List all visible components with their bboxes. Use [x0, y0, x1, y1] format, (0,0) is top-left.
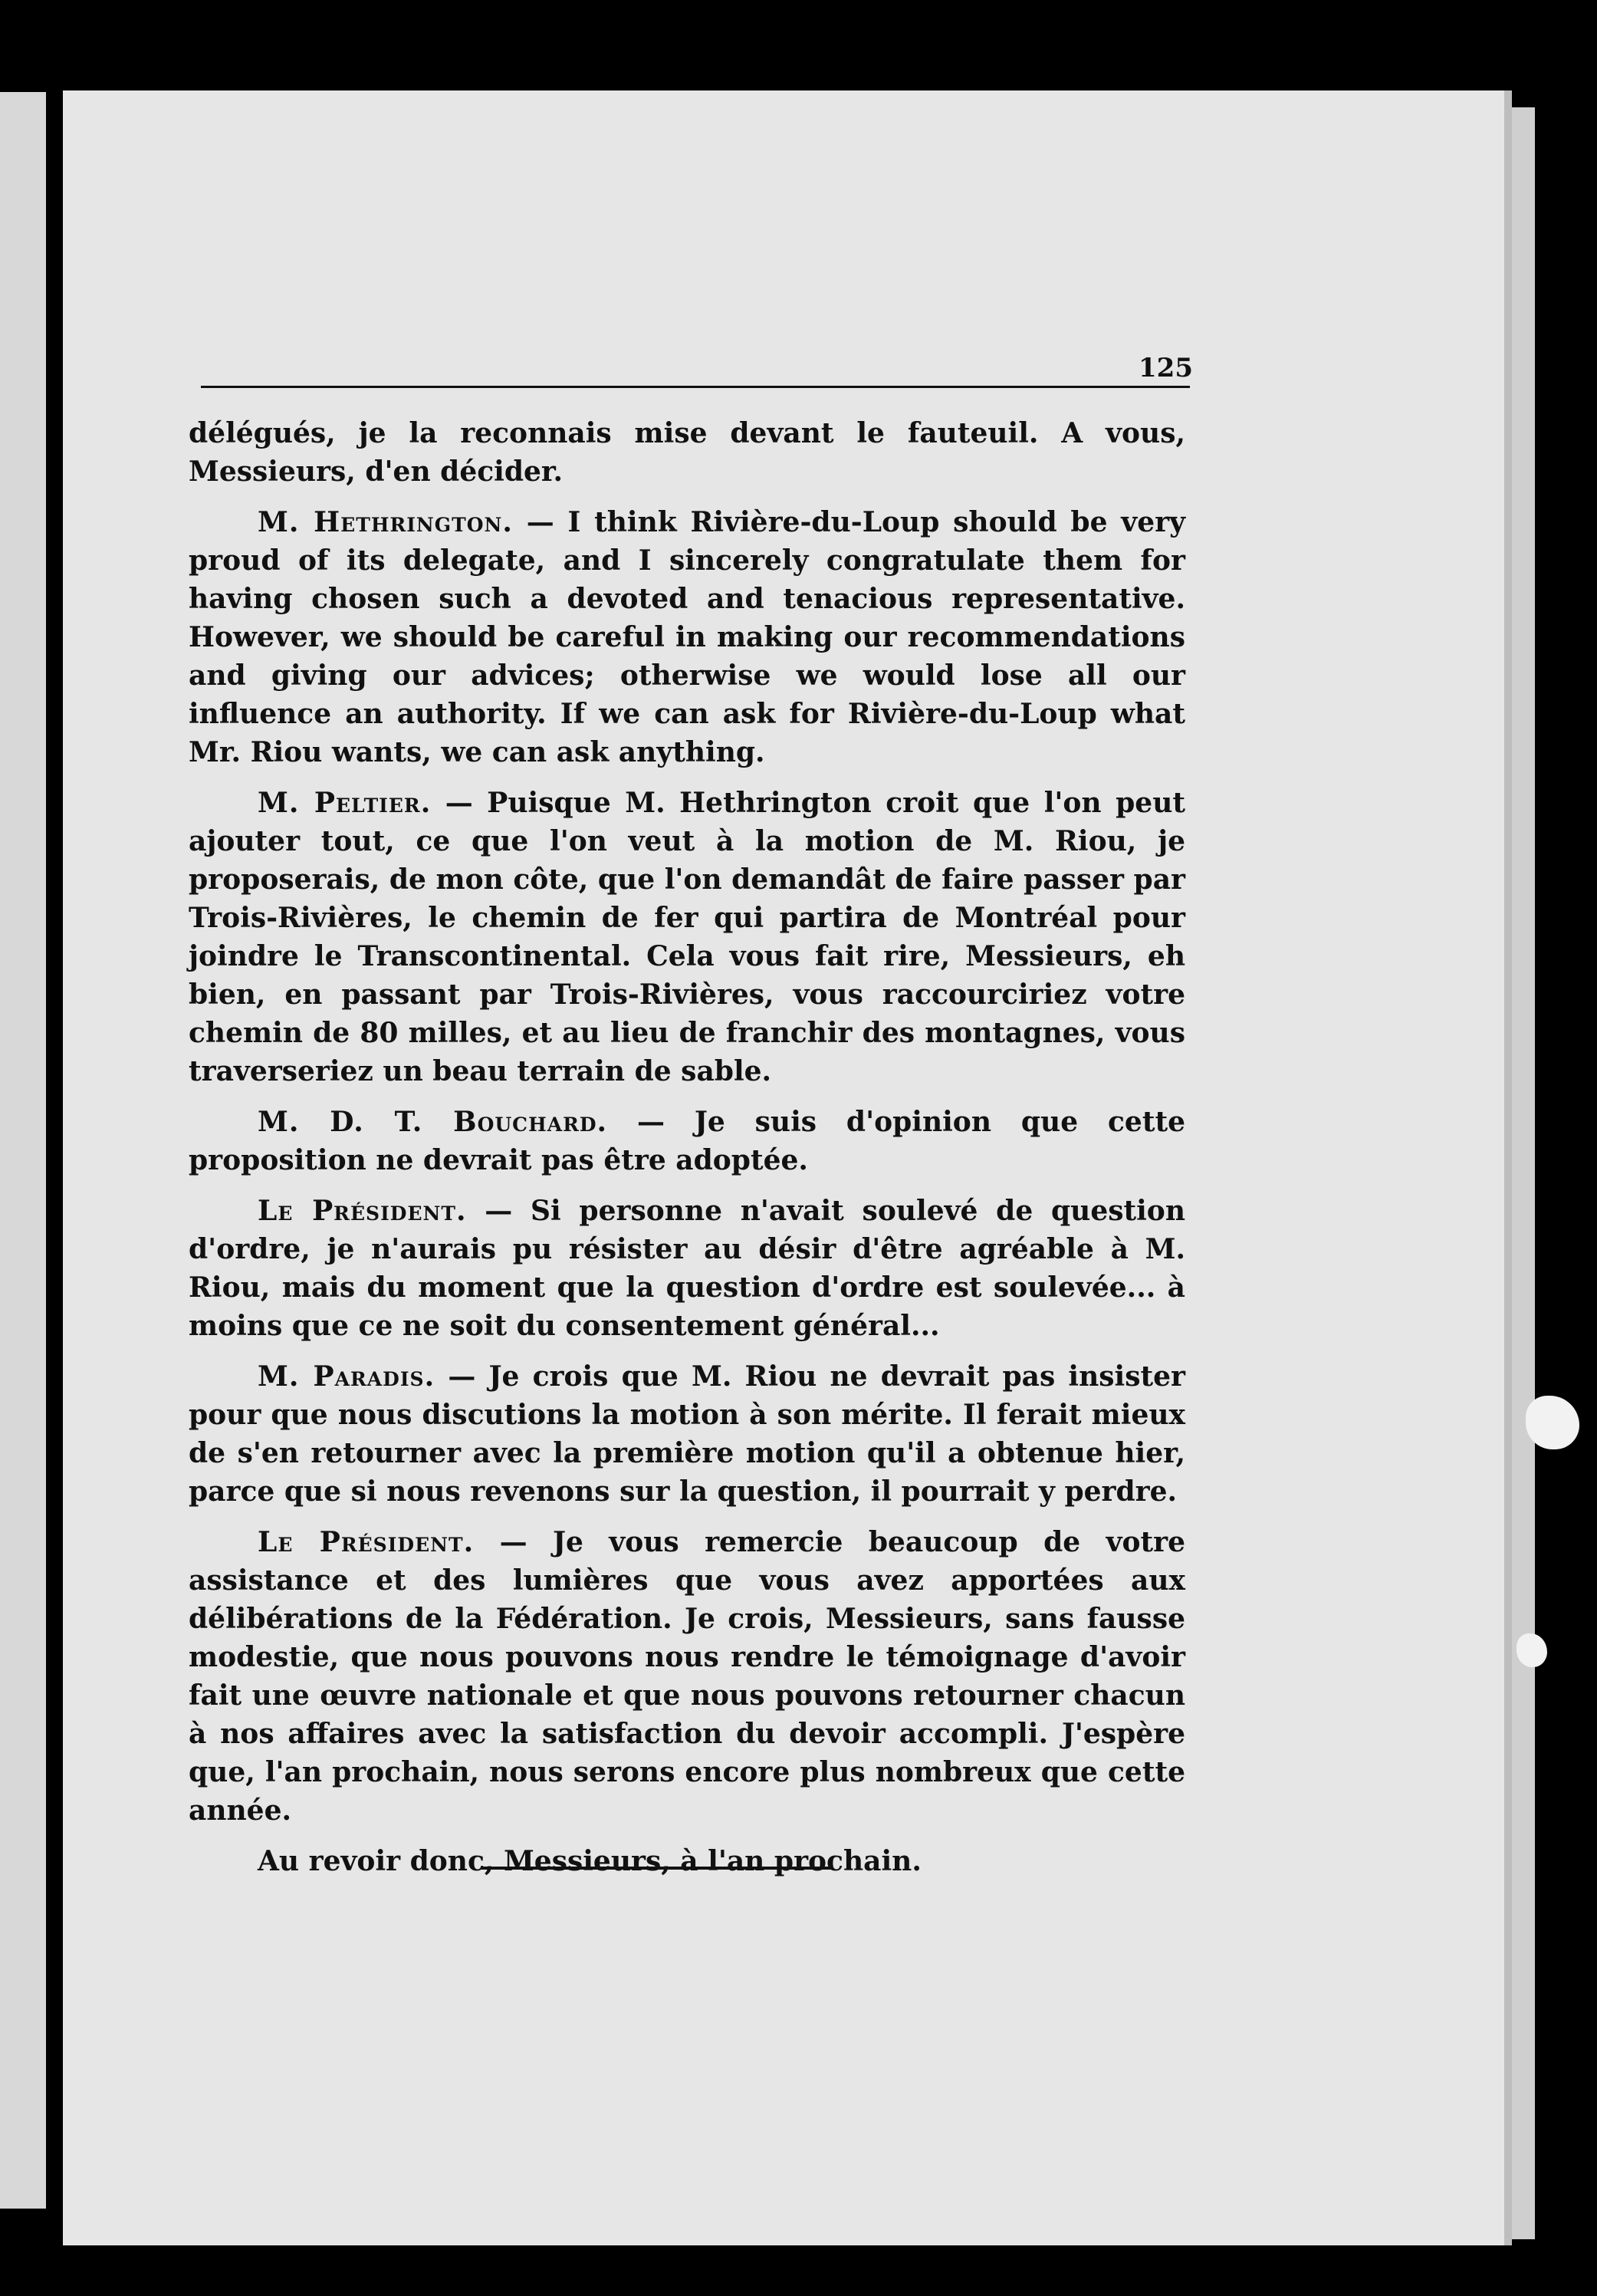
speaker-name: M. Peltier. — [258, 787, 432, 819]
scan-artifact — [1526, 1396, 1579, 1449]
paragraph-hethrington: M. Hethrington. — I think Rivière-du-Loup should be very proud of its delegate, and I sincerely congratulate them for having chosen such a devoted and tenacious representative. However, we should be careful in making our recommendations and giving our advices; otherwise we would lose all our influence an authority. If we can ask for Rivière-du-Loup what Mr. Riou wants, we can ask anything. — [189, 506, 1185, 768]
page-body — [189, 414, 1185, 1893]
speaker-name: M. Hethrington. — [258, 506, 513, 538]
paragraph-paradis: M. Paradis. — Je crois que M. Riou ne devrait pas insister pour que nous discutions la motion à son mérite. Il ferait mieux de s'en retourner avec la première motion qu'il a obtenue hier, parce que si nous revenons sur la question, il pourrait y perdre. — [189, 1360, 1185, 1508]
paragraph-bouchard: M. D. T. Bouchard. — Je suis d'opinion que cette proposition ne devrait pas être adoptée. — [189, 1106, 1185, 1176]
speaker-name: Le Président. — [258, 1195, 467, 1227]
paragraph-continuation: délégués, je la reconnais mise devant le fauteuil. A vous, Messieurs, d'en décider. — [189, 417, 1185, 488]
paragraph-president-1: Le Président. — Si personne n'avait soulevé de question d'ordre, je n'aurais pu résister au désir d'être agréable à M. Riou, mais du moment que la question d'ordre est soulevée... à moins que ce ne soit du consentement général... — [189, 1195, 1185, 1342]
header-rule — [201, 386, 1190, 388]
paragraph-president-2: Le Président. — Je vous remercie beaucoup de votre assistance et des lumières que vous avez apportées aux délibérations de la Fédération. Je crois, Messieurs, sans fausse modestie, que nous pouvons nous rendre le témoignage d'avoir fait une œuvre nationale et que nous pouvons retourner chacun à nos affaires avec la satisfaction du devoir accompli. J'espère que, l'an prochain, nous serons encore plus nombreux que cette année. — [189, 1526, 1186, 1827]
page-number: 125 — [1139, 353, 1193, 383]
scan-artifact — [1516, 1633, 1547, 1667]
adjacent-page-edge — [0, 92, 46, 2209]
end-rule — [481, 1867, 831, 1870]
paragraph-closing: Au revoir donc, Messieurs, à l'an prochain. — [258, 1845, 922, 1877]
speaker-name: M. Paradis. — [258, 1360, 435, 1393]
speaker-name: Le Président. — [258, 1526, 475, 1558]
speaker-name: M. D. T. Bouchard. — [258, 1106, 608, 1138]
paragraph-peltier: M. Peltier. — Puisque M. Hethrington croit que l'on peut ajouter tout, ce que l'on veut à la motion de M. Riou, je proposerais, de mon côte, que l'on demandât de faire passer par Trois-Rivières, le chemin de fer qui partira de Montréal pour joindre le Transcontinental. Cela vous fait rire, Messieurs, eh bien, en passant par Trois-Rivières, vous raccourciriez votre chemin de 80 milles, et au lieu de franchir des montagnes, vous traverseriez un beau terrain de sable. — [189, 787, 1186, 1087]
